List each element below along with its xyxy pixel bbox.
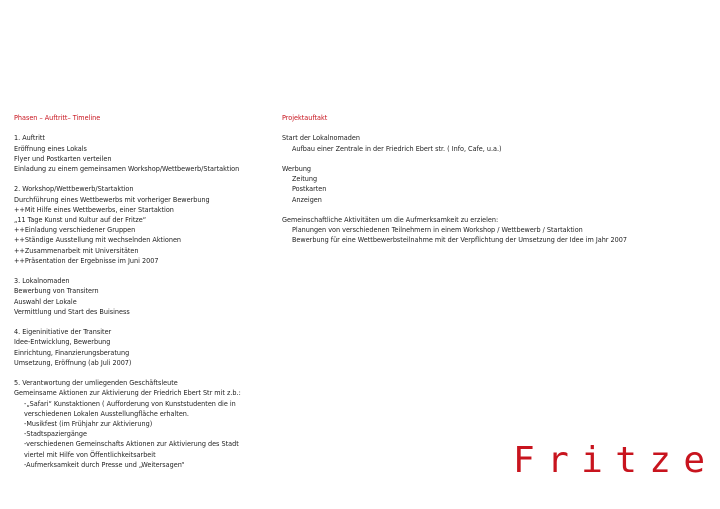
text-line: Durchführung eines Wettbewerbs mit vorheriger Bewerbung [14,194,210,204]
text-line: Postkarten [292,184,327,194]
brand-letter: z [649,440,671,481]
text-line: Bewerbung für eine Wettbewerbsteilnahme mit der Verpflichtung der Umsetzung der Idee im Jahr 2007 [292,235,627,245]
text-line: ++Mit Hilfe eines Wettbewerbs, einer Startaktion [14,204,174,214]
spacer [14,174,259,184]
section-title: Start der Lokalnomaden [282,133,360,143]
project-kickoff-body [282,133,702,245]
timeline-body [14,133,259,470]
section-title: 4. Eigeninitiative der Transiter [14,327,112,337]
text-line: Vermittlung und Start des Buisiness [14,306,130,316]
brand-letter: r [547,440,569,481]
text-line: Anzeigen [292,194,322,204]
text-line: Bewerbung von Transitern [14,286,99,296]
text-line: verschiedenen Lokalen Ausstellungfläche erhalten. [24,408,189,418]
text-line: Zeitung [292,174,318,184]
text-line: Einrichtung, Finanzierungsberatung [14,347,130,357]
text-line: ++Einladung verschiedener Gruppen [14,225,136,235]
text-line: -verschiedenen Gemeinschafts Aktionen zur Aktivierung des Stadt [24,439,239,449]
text-line: -Musikfest (im Frühjahr zur Aktivierung) [24,419,153,429]
section-title: Werbung [282,163,312,173]
spacer [14,368,259,378]
text-line: ++Präsentation der Ergebnisse im Juni 2007 [14,255,159,265]
text-line: viertel mit Hilfe von Öffentlichkeitsarbeit [24,449,156,459]
text-line: Eröffnung eines Lokals [14,143,87,153]
timeline-heading: Phasen – Auftritt– Timeline [14,113,101,122]
text-line: -„Safari“ Kunstaktionen ( Aufforderung von Kunststudenten die in [24,398,236,408]
text-line: ++Ständige Ausstellung mit wechselnden Aktionen [14,235,182,245]
text-line: Umsetzung, Eröffnung (ab Juli 2007) [14,357,132,367]
project-kickoff-column [282,113,702,246]
text-line: „11 Tage Kunst und Kultur auf der Fritze“ [14,215,147,224]
text-line: Aufbau einer Zentrale in der Friedrich Ebert str. ( Info, Cafe, u.a.) [292,143,502,153]
timeline-column [14,113,259,470]
spacer [14,266,259,276]
brand-letter: t [615,440,637,481]
section-title: Gemeinschaftliche Aktivitäten um die Aufmerksamkeit zu erzielen: [282,214,499,224]
section-title: 1. Auftritt [14,133,45,143]
brand-letter: e [683,440,705,481]
spacer [14,317,259,327]
text-line: Planungen von verschiedenen Teilnehmern in einem Workshop / Wettbewerb / Startaktion [292,225,583,235]
project-kickoff-heading: Projektauftakt [282,113,328,122]
text-line: Einladung zu einem gemeinsamen Workshop/Wettbewerb/Startaktion [14,164,240,173]
text-line: ++Zusammenarbeit mit Universitäten [14,245,139,255]
text-line: -Aufmerksamkeit durch Presse und „Weitersagen“ [24,459,185,469]
spacer [282,205,702,215]
text-line: Idee-Entwicklung, Bewerbung [14,337,111,347]
brand-wordmark [513,441,705,481]
text-line: Auswahl der Lokale [14,296,77,306]
brand-letter: F [513,440,535,481]
text-line: Gemeinsame Aktionen zur Aktivierung der Friedrich Ebert Str mit z.b.: [14,388,241,398]
section-title: 3. Lokalnomaden [14,276,70,286]
text-line: -Stadtspaziergänge [24,429,87,439]
spacer [282,154,702,164]
section-title: 5. Verantwortung der umliegenden Geschäftsleute [14,378,178,388]
text-line: Flyer und Postkarten verteilen [14,153,112,163]
brand-letter: i [581,440,603,481]
section-title: 2. Workshop/Wettbewerb/Startaktion [14,184,134,194]
